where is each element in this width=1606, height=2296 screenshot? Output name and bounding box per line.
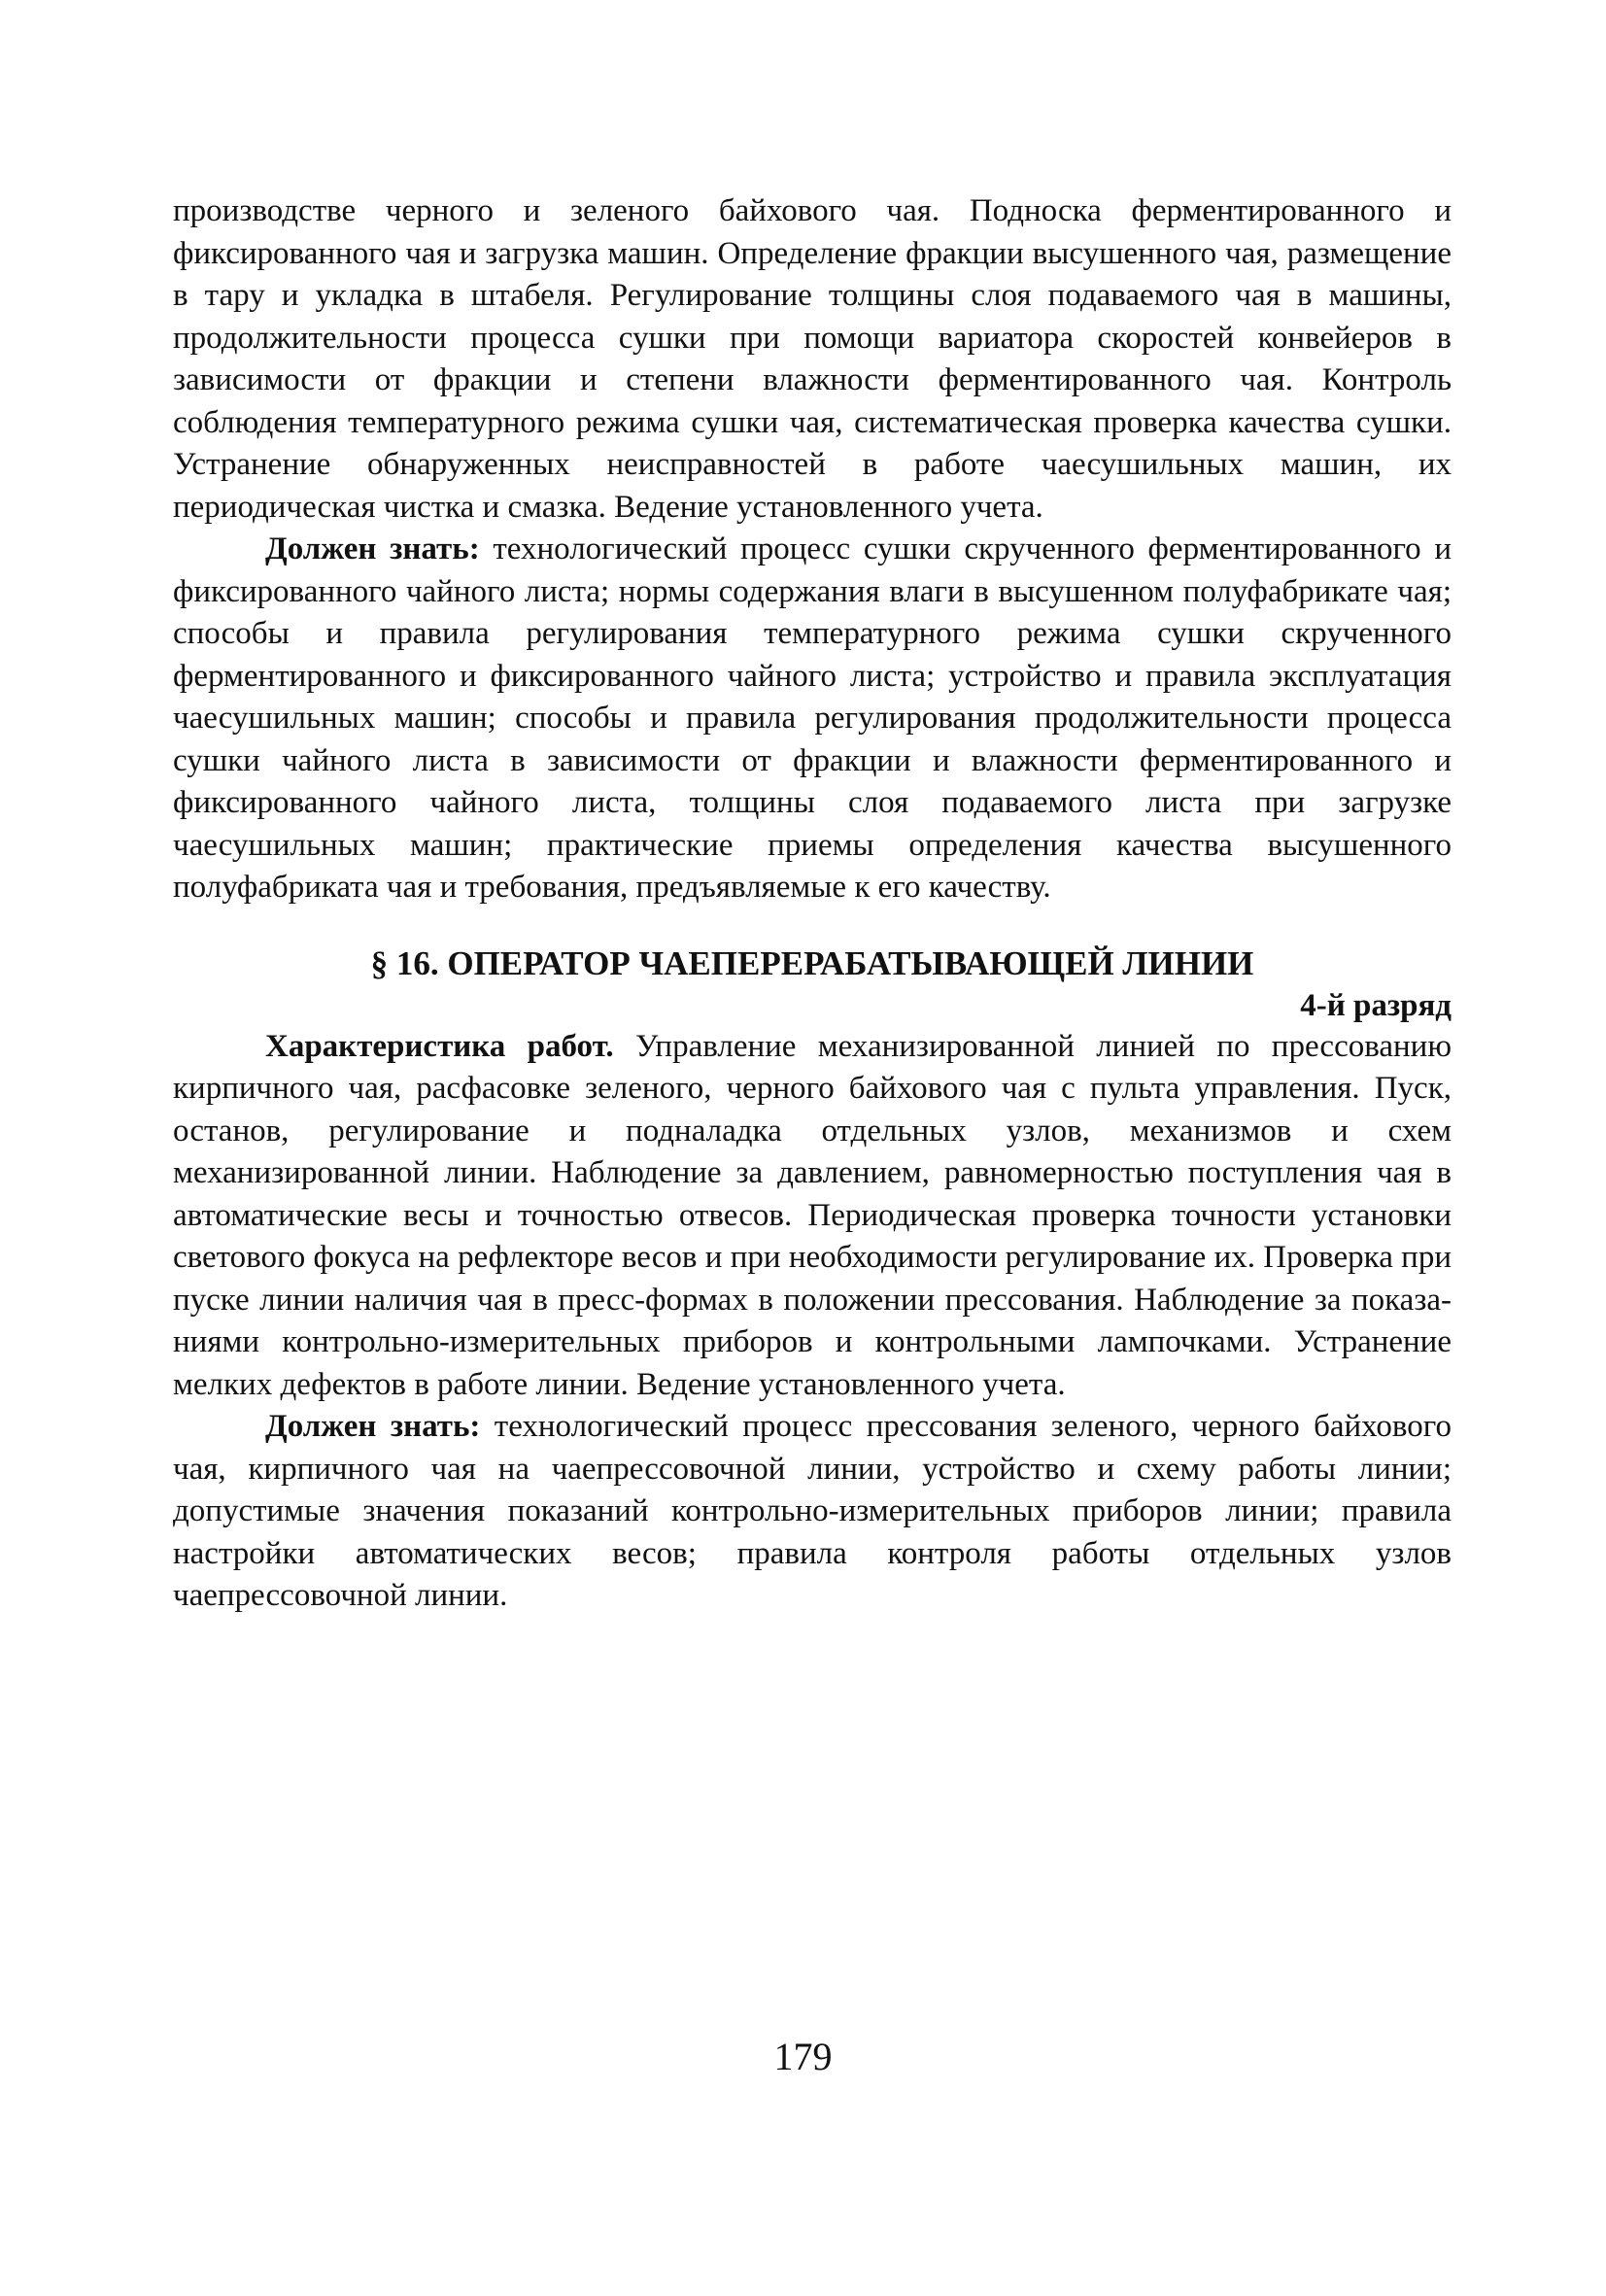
paragraph-work-characteristics <box>173 1026 1452 1407</box>
must-know-text: технологический процесс прессования зеленого, черного байхового чая, кирпичного чая на чаепрессовочной линии, устройство и схему работы линии; допустимые значения показаний контрольно-измерительных приборов линии; правила настройки автоматических весов; правила контроля работы отдельных узлов чаепрессовочной линии. <box>173 1409 1452 1613</box>
section-title: § 16. ОПЕРАТОР ЧАЕПЕРЕРАБАТЫВАЮЩЕЙ ЛИНИИ <box>370 943 1254 982</box>
paragraph-must-know-line <box>173 1406 1452 1618</box>
page-number: 179 <box>773 2035 833 2078</box>
must-know-label: Должен знать: <box>265 531 480 566</box>
must-know-label: Должен знать: <box>265 1409 481 1444</box>
grade-label: 4-й разряд <box>1300 987 1452 1023</box>
page-body <box>173 190 1452 1618</box>
work-characteristics-text: Управление механизированной линией по прессованию кирпичного чая, расфасовке зеленого, черного байхового чая с пульта управления. Пуск, останов, регулирование и подналадка отдельных узлов, механизмов и схем механизированной линии. Наблюдение за давлением, равномерностью поступления чая в автоматические весы и точностью отвесов. Периодическая проверка точности установки светового фокуса на рефлекторе весов и при необходимости регулирование их. Проверка при пуске линии наличия чая в пресс-формах в положении прессования. Наблюдение за показаниями контрольно-измерительных приборов и контрольными лампочками. Устранение мелких дефектов в работе линии. Ведение установленного учета. <box>173 1028 1452 1402</box>
paragraph-drying-duties: производстве черного и зеленого байхового чая. Подноска ферментированного и фиксированного чая и загрузка машин. Определение фракции высушенного чая, размещение в тару и укладка в штабеля. Регулирование толщины слоя подаваемого чая в машины, продолжительности процесса сушки при помощи вариатора скоростей конвейеров в зависимости от фракции и степени влажности ферментированного чая. Контроль соблюдения температурного режима сушки чая, систематическая проверка качества сушки. Устранение обнаруженных неисправностей в работе чаесушильных машин, их периодическая чистка и смазка. Ведение установленного учета. <box>173 193 1452 525</box>
paragraph-must-know-drying <box>173 529 1452 909</box>
work-characteristics-label: Характеристика работ. <box>265 1028 614 1064</box>
must-know-text: технологический процесс сушки скрученного ферментированного и фиксированного чайного листа; нормы содержания влаги в высушенном полуфабрикате чая; способы и правила регулирования температурного режима сушки скрученного ферментированного и фиксированного чайного листа; устройство и правила эксплуатация чаесушильных машин; способы и правила регулирования продолжительности процесса сушки чайного листа в зависимости от фракции и влажности ферментированного и фиксированного чайного листа, толщины слоя подаваемого листа при загрузке чаесушильных машин; практические приемы определения качества высушенного полуфабриката чая и требования, предъявляемые к его качеству. <box>173 531 1452 905</box>
